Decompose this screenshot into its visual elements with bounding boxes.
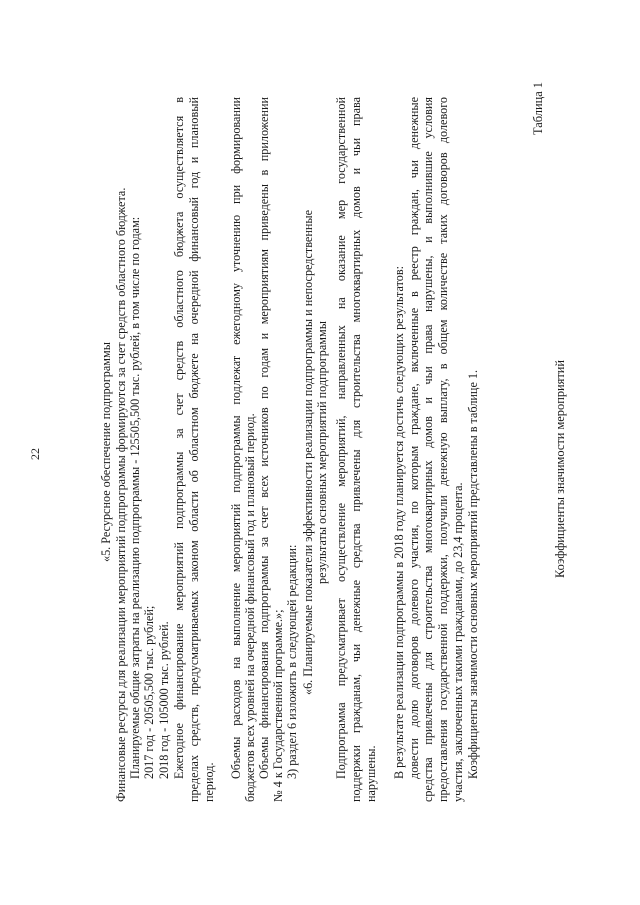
text-line: «5. Ресурсное обеспечение подпрограммы bbox=[99, 342, 113, 562]
text-line: 2017 год - 20505,500 тыс. рублей; bbox=[142, 605, 156, 779]
page-number: 22 bbox=[28, 448, 42, 460]
table-label: Таблица 1 bbox=[531, 82, 545, 135]
text-line: Финансовые ресурсы для реализации мероприятий подпрограммы формируются за счет средств областного бюджета. bbox=[114, 187, 128, 802]
text-line: участия, заключенных такими гражданами, до 23,4 процента. bbox=[451, 482, 465, 802]
table-title: Коэффициенты значимости мероприятий bbox=[553, 359, 567, 578]
text-line: «6. Планируемые показатели эффективности реализации подпрограммы и непосредственные bbox=[301, 210, 315, 695]
text-line: В результате реализации подпрограммы в 2018 году планируется достичь следующих результатов: bbox=[392, 266, 406, 779]
text-line: пределах средств, предусматриваемых законом области об областном бюджете на очередной финансовый год и плановый bbox=[187, 97, 201, 802]
text-line: результаты основных мероприятий подпрограммы bbox=[315, 321, 329, 584]
text-line: Ежегодное финансирование мероприятий подпрограммы за счет средств областного бюджета осуществляется в bbox=[172, 97, 186, 779]
text-line: бюджетов всех уровней на очередной финансовый год и плановый период. bbox=[243, 413, 257, 802]
text-line: нарушены. bbox=[364, 745, 378, 802]
text-line: № 4 к Государственной программе.»; bbox=[271, 609, 285, 802]
text-line: 2018 год - 105000 тыс. рублей. bbox=[157, 621, 171, 779]
text-line: предоставления государственной поддержки, получили денежную выплату, в общем количестве таких договоров долевого bbox=[436, 97, 450, 802]
text-line: поддержки гражданам, чьи денежные средства привлечены для строительства многоквартирных домов и чьи права bbox=[349, 97, 363, 802]
text-line: Объемы расходов на выполнение мероприятий подпрограммы подлежат ежегодному уточнению при формировании bbox=[229, 97, 243, 779]
text-line: средства привлечены для строительства многоквартирных домов и чьи права нарушены, и выполнившие условия bbox=[421, 97, 435, 802]
text-line: Объемы финансирования подпрограммы за счет всех источников по годам и мероприятиям приведены в приложении bbox=[257, 97, 271, 779]
text-line: 3) раздел 6 изложить в следующей редакции: bbox=[285, 544, 299, 779]
text-line: довести долю договоров долевого участия, по которым граждане, включенные в реестр граждан, чьи денежные bbox=[407, 97, 421, 779]
text-line: Коэффициенты значимости основных мероприятий представлены в таблице 1. bbox=[466, 369, 480, 779]
text-line: период. bbox=[202, 762, 216, 802]
text-line: Планируемые общие затраты на реализацию подпрограммы - 125505,500 тыс. рублей, в том числе по годам: bbox=[128, 216, 142, 779]
text-line: Подпрограмма предусматривает осуществление мероприятий, направленных на оказание мер государственной bbox=[334, 97, 348, 779]
